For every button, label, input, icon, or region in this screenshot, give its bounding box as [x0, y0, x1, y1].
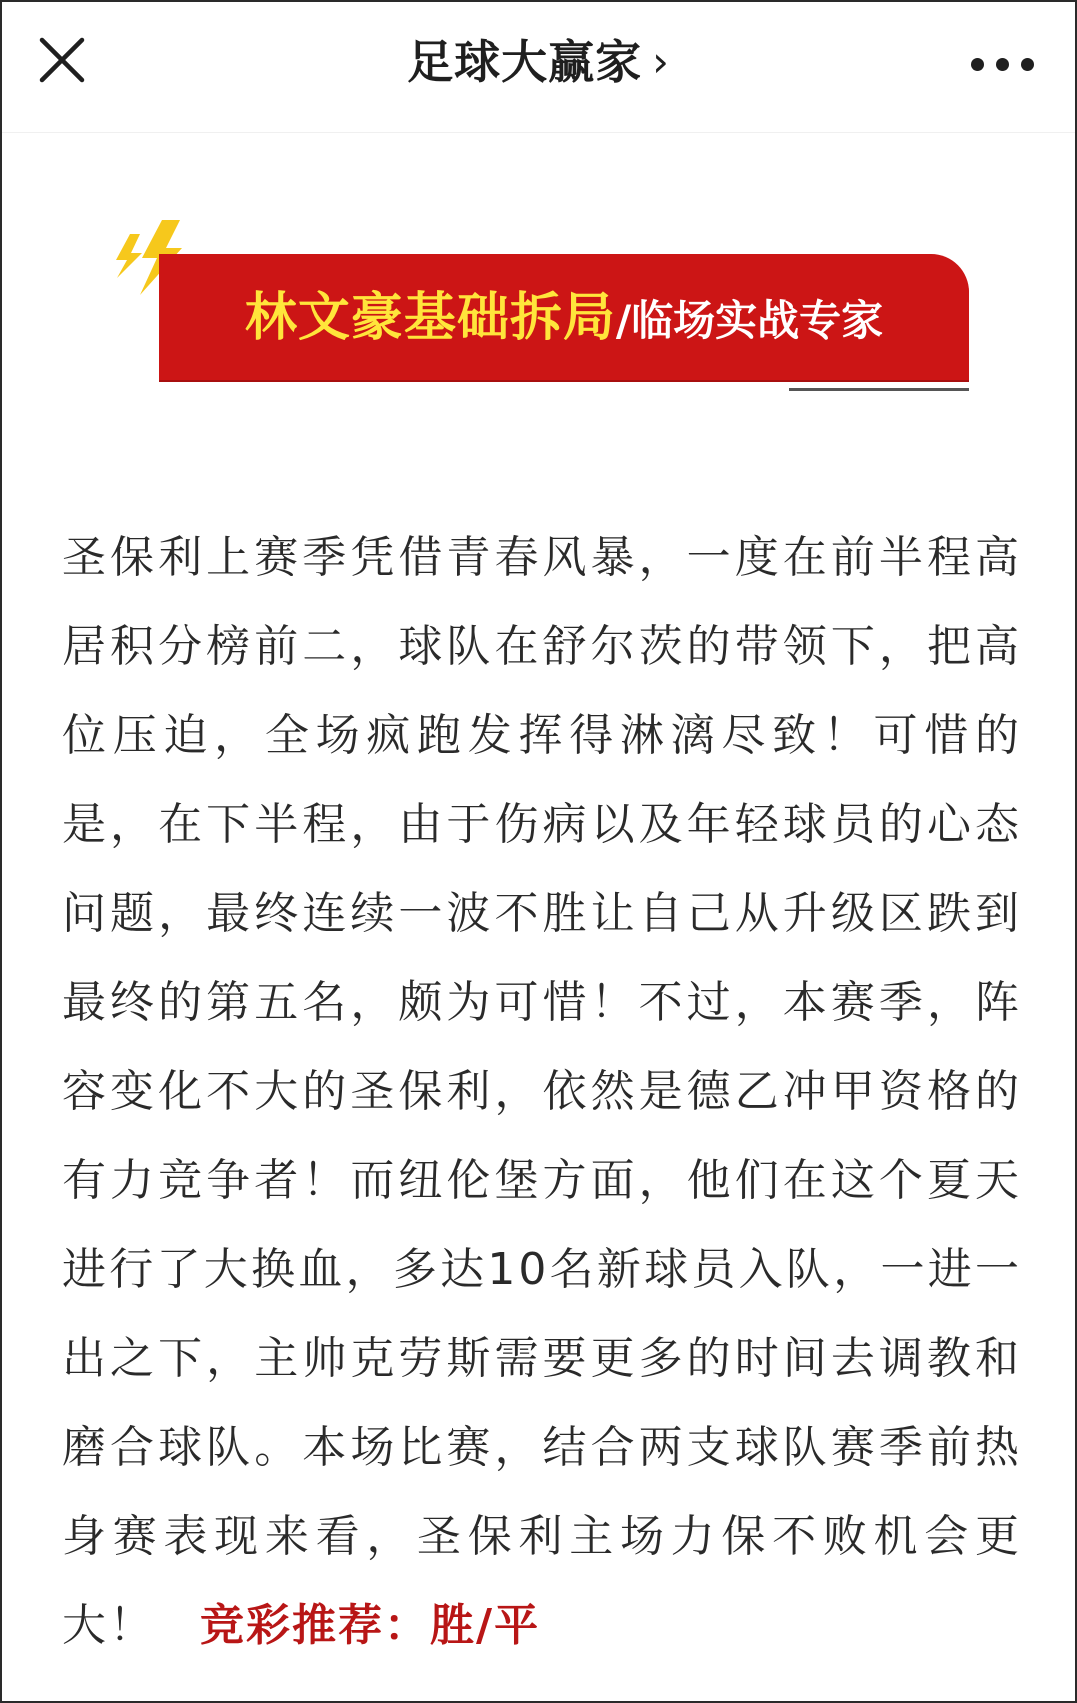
article-paragraph: 圣保利上赛季凭借青春风暴，一度在前半程高居积分榜前二，球队在舒尔茨的带领下，把高位压迫，全场疯跑发挥得淋漓尽致！可惜的是，在下半程，由于伤病以及年轻球员的心态问题，最终连续一波不胜让自己从升级区跌到最终的第五名，颇为可惜！不过，本赛季，阵容变化不大的圣保利，依然是德乙冲甲资格的有力竞争者！而纽伦堡方面，他们在这个夏天进行了大换血，多达10名新球员入队，一进一出之下，主帅克劳斯需要更多的时间去调教和磨合球队。本场比赛，结合两支球队赛季前热身赛表现来看，圣保利主场力保不败机会更大！	[62, 532, 1022, 1651]
banner-underline	[789, 388, 969, 391]
more-options-button[interactable]	[971, 54, 1035, 74]
account-title-link[interactable]	[2, 32, 1075, 92]
banner-heading	[159, 286, 969, 362]
account-title: 足球大赢家	[407, 35, 643, 89]
betting-recommendation: 竞彩推荐：胜/平	[200, 1600, 541, 1651]
article-body	[62, 513, 1022, 1670]
top-navigation-bar	[2, 2, 1075, 133]
more-icon	[971, 58, 984, 71]
chevron-right-icon: ›	[652, 37, 670, 86]
banner-separator: /	[615, 296, 632, 345]
author-banner	[112, 220, 972, 395]
banner-box	[159, 254, 969, 380]
more-icon-dot	[1021, 58, 1034, 71]
more-icon-dot	[996, 58, 1009, 71]
banner-author-name: 林文豪基础拆局	[244, 288, 616, 348]
banner-subtitle: 临场实战专家	[631, 296, 884, 345]
